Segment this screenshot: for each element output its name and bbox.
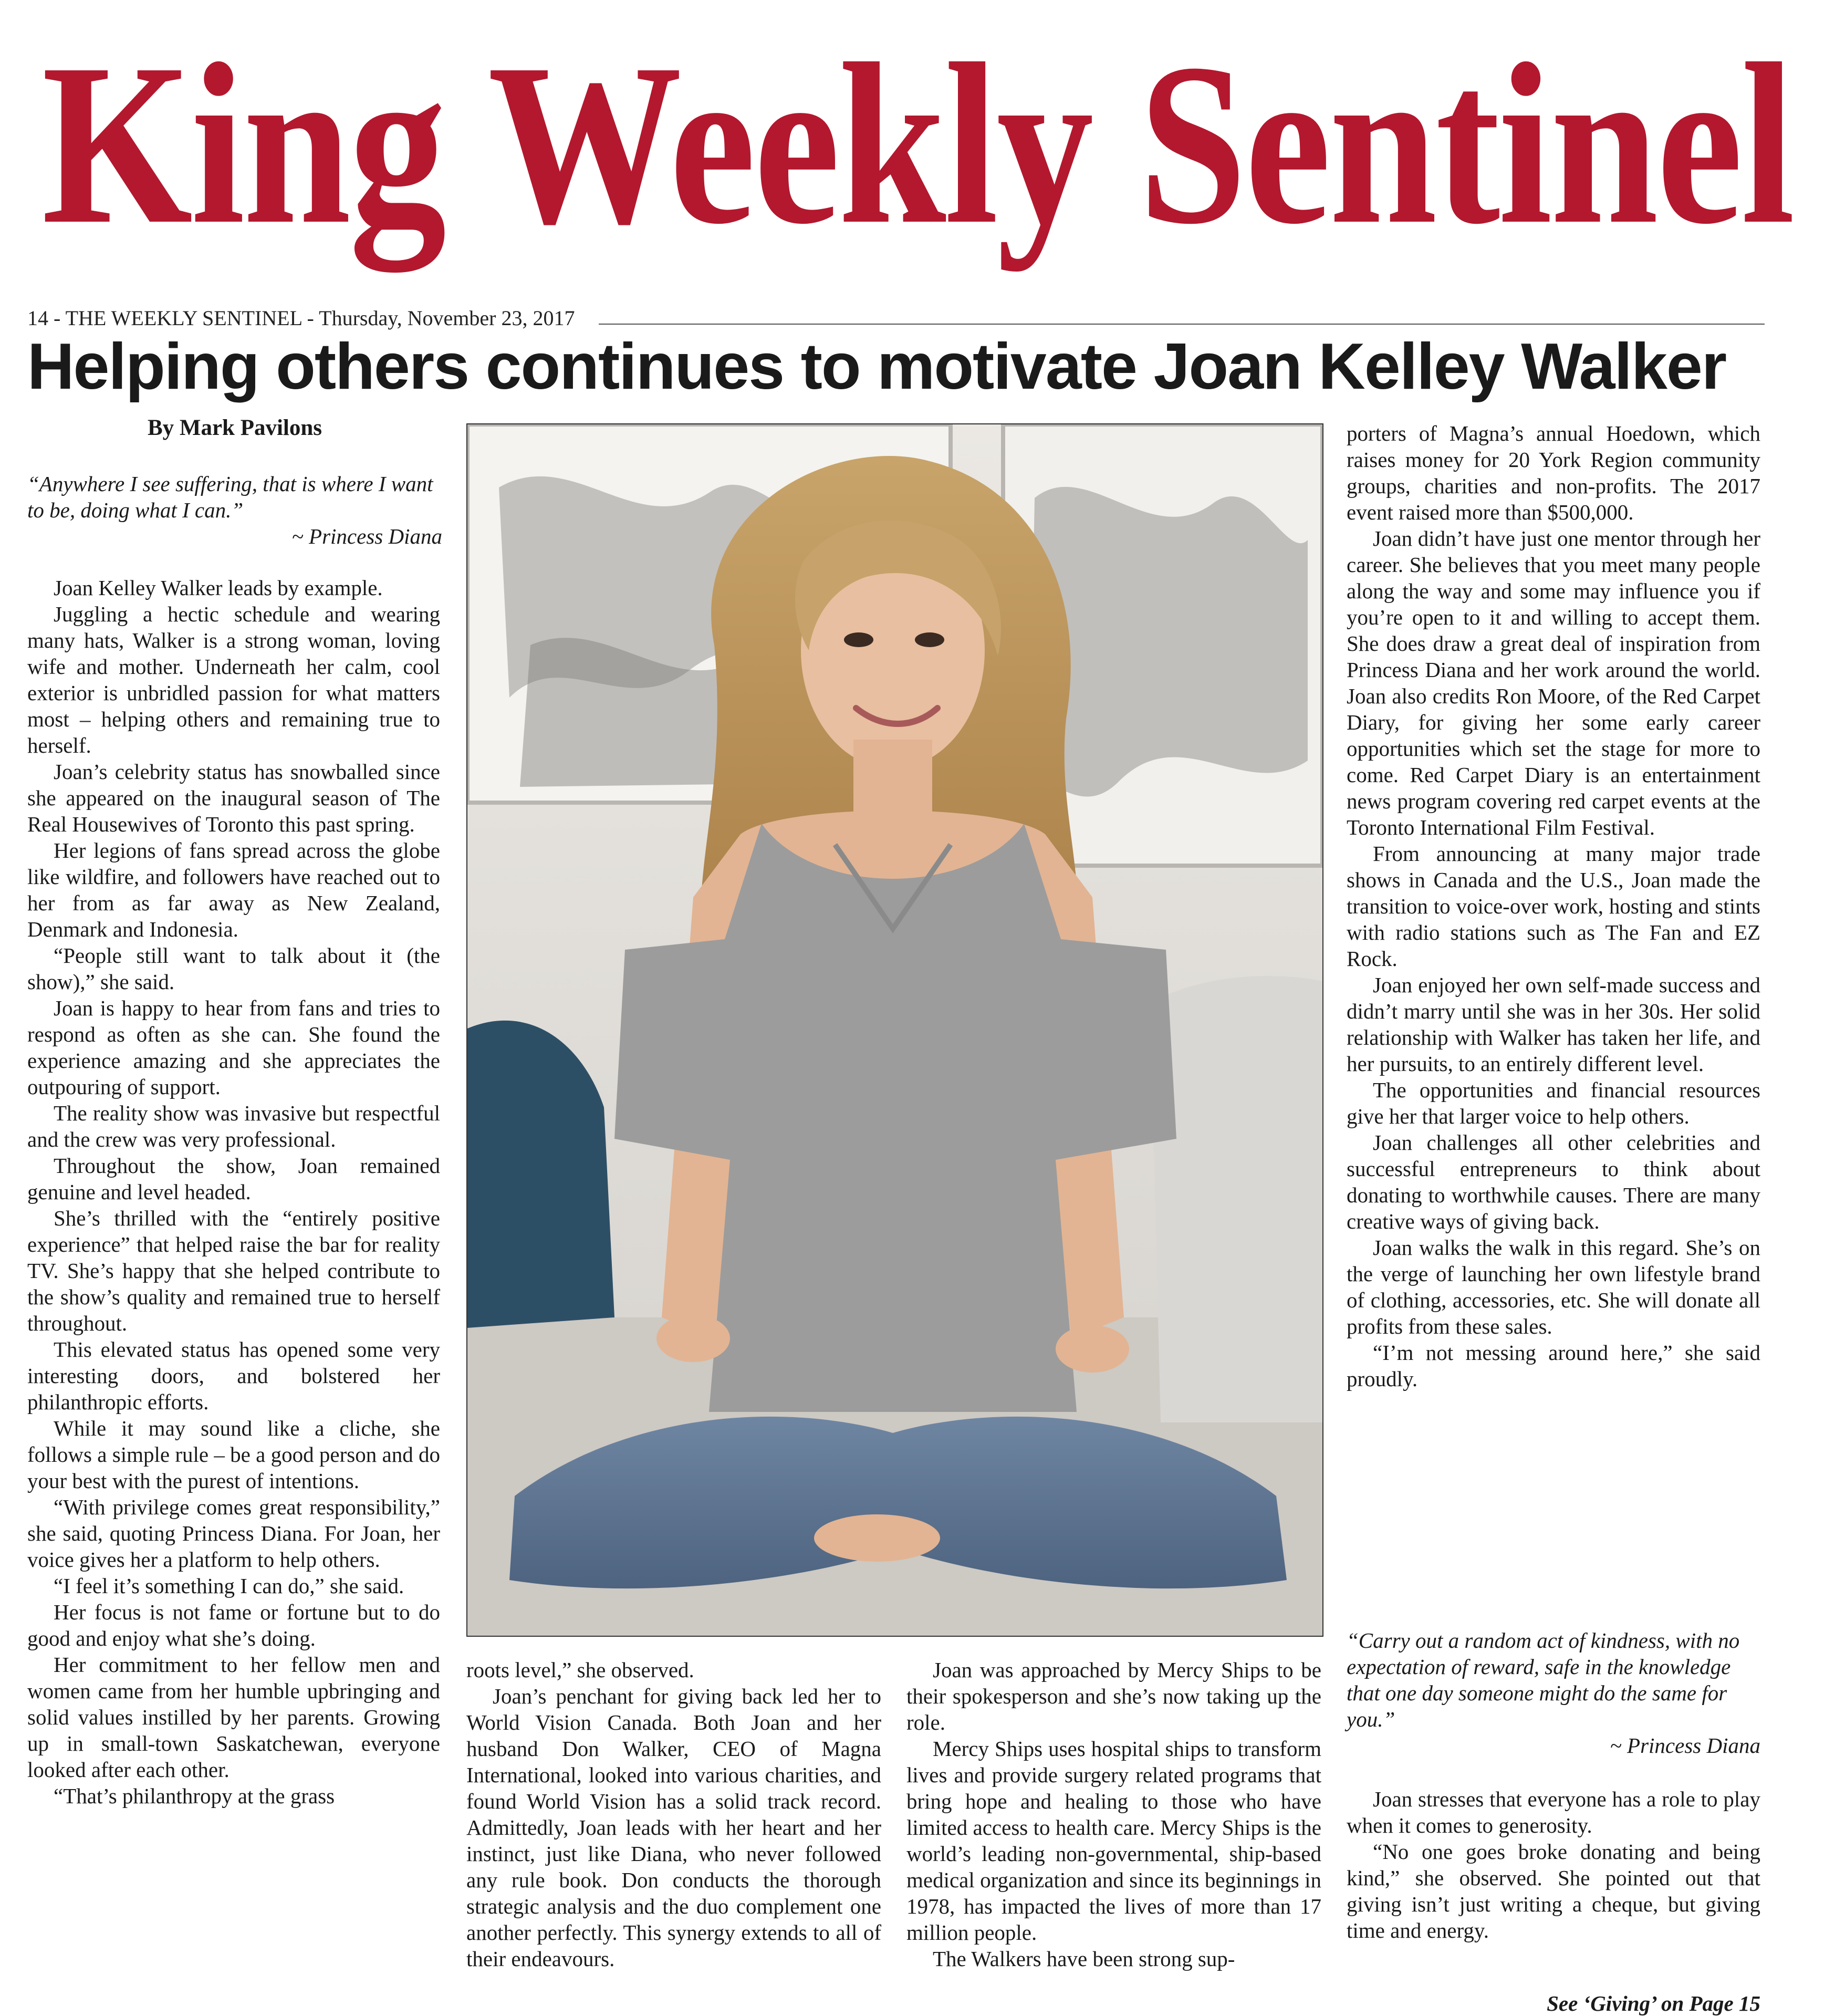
paragraph: Her commitment to her fellow men and women came from her humble upbringing and solid values instilled by her parents. Growing up in small-town Saskatchewan, everyone looked after each other. — [27, 1653, 440, 1782]
article-photo — [466, 423, 1323, 1637]
paragraph: “No one goes broke donating and being kind,” she observed. She pointed out that giving isn’t just writing a cheque, but giving time and energy. — [1347, 1840, 1760, 1942]
paragraph: Joan was approached by Mercy Ships to be their spokesperson and she’s now taking up the role. — [906, 1658, 1321, 1734]
paragraph: porters of Magna’s annual Hoedown, which raises money for 20 York Region community groups, charities and non-profits. The 2017 event raised more than $500,000. — [1347, 421, 1760, 524]
paragraph: Her focus is not fame or fortune but to do good and enjoy what she’s doing. — [27, 1600, 440, 1650]
continuation-jump[interactable]: See ‘Giving’ on Page 15 — [1547, 1991, 1760, 2015]
article-column-4-continued — [1347, 1786, 1760, 1944]
paragraph: Juggling a hectic schedule and wearing many hats, Walker is a strong woman, loving wife and mother. Underneath her calm, cool exterior is unbridled passion for what matters most – helping others and remaining true to herself. — [27, 602, 440, 757]
paragraph: The reality show was invasive but respectful and the crew was very professional. — [27, 1101, 440, 1151]
paragraph: Joan Kelley Walker leads by example. — [54, 576, 383, 600]
paragraph: “That’s philanthropy at the grass — [54, 1784, 335, 1808]
paragraph: Joan enjoyed her own self-made success and didn’t marry until she was in her 30s. Her solid relationship with Walker has taken her life, and her pursuits, to an entirely different level. — [1347, 973, 1760, 1076]
headline: Helping others continues to motivate Joan Kelley Walker — [27, 330, 1726, 403]
paragraph: The opportunities and financial resources give her that larger voice to help others. — [1347, 1078, 1760, 1128]
article-column-1 — [27, 575, 440, 1809]
article-column-2 — [466, 1657, 881, 1972]
closing-quote — [1347, 1627, 1760, 1759]
article-column-3 — [906, 1657, 1321, 1972]
paragraph: roots level,” she observed. — [466, 1658, 694, 1682]
folio-line: 14 - THE WEEKLY SENTINEL - Thursday, November 23, 2017 — [27, 306, 575, 330]
paragraph: This elevated status has opened some very interesting doors, and bolstered her philanthropic efforts. — [27, 1337, 440, 1414]
paragraph: Mercy Ships uses hospital ships to transform lives and provide surgery related programs that bring hope and healing to those who have limited access to health care. Mercy Ships is the world’s leading non-governmental, ship-based medical organization and since its beginnings in 1978, has impacted the lives of more than 17 million people. — [906, 1737, 1321, 1945]
article-column-4 — [1347, 420, 1760, 1392]
opening-quote-attribution: ~ Princess Diana — [291, 524, 442, 548]
paragraph: “I feel it’s something I can do,” she said. — [54, 1574, 404, 1598]
paragraph: From announcing at many major trade shows in Canada and the U.S., Joan made the transition to voice-over work, hosting and stints with radio stations such as The Fan and EZ Rock. — [1347, 841, 1760, 971]
paragraph: The Walkers have been strong sup- — [933, 1947, 1235, 1971]
portrait-illustration — [467, 424, 1322, 1636]
paragraph: She’s thrilled with the “entirely positive experience” that helped raise the bar for reality TV. She’s happy that she helped contribute to the show’s quality and remained true to herself throughout. — [27, 1206, 440, 1335]
paragraph: While it may sound like a cliche, she follows a simple rule – be a good person and do your best with the purest of intentions. — [27, 1416, 440, 1493]
paragraph: Joan walks the walk in this regard. She’s on the verge of launching her own lifestyle brand of clothing, accessories, etc. She will donate all profits from these sales. — [1347, 1235, 1760, 1338]
paragraph: “People still want to talk about it (the show),” she said. — [27, 943, 440, 994]
byline: By Mark Pavilons — [147, 415, 322, 440]
closing-quote-text: “Carry out a random act of kindness, with no expectation of reward, safe in the knowledge that one day someone might do the same for you.” — [1347, 1628, 1740, 1731]
paragraph: Joan didn’t have just one mentor through her career. She believes that you meet many people along the way and some may influence you if you’re open to it and willing to accept them. She does draw a great deal of inspiration from Princess Diana and her work around the world. Joan also credits Ron Moore, of the Red Carpet Diary, for giving her some early career opportunities which set the stage for more to come. Red Carpet Diary is an entertainment news program covering red carpet events at the Toronto International Film Festival. — [1347, 526, 1760, 839]
paragraph: “With privilege comes great responsibility,” she said, quoting Princess Diana. For Joan, her voice gives her a platform to help others. — [27, 1495, 440, 1572]
paragraph: Joan’s penchant for giving back led her to World Vision Canada. Both Joan and her husband Don Walker, CEO of Magna International, looked into various charities, and found World Vision has a solid track record. Admittedly, Joan leads with her heart and her instinct, just like Diana, who never followed any rule book. Don conducts the thorough strategic analysis and the duo complement one another perfectly. This synergy extends to all of their endeavours. — [466, 1684, 881, 1971]
paragraph: Joan stresses that everyone has a role to play when it comes to generosity. — [1347, 1787, 1760, 1837]
masthead-title: King Weekly Sentinel — [41, 16, 1794, 272]
paragraph: Throughout the show, Joan remained genuine and level headed. — [27, 1154, 440, 1204]
opening-quote-text: “Anywhere I see suffering, that is where I want to be, doing what I can.” — [27, 472, 433, 522]
paragraph: Joan is happy to hear from fans and tries to respond as often as she can. She found the experience amazing and she appreciates the outpouring of support. — [27, 996, 440, 1099]
paragraph: Joan’s celebrity status has snowballed since she appeared on the inaugural season of The Real Housewives of Toronto this past spring. — [27, 760, 440, 836]
closing-quote-attribution: ~ Princess Diana — [1610, 1733, 1760, 1758]
opening-quote — [27, 471, 442, 549]
paragraph: Joan challenges all other celebrities and successful entrepreneurs to think about donating to worthwhile causes. There are many creative ways of giving back. — [1347, 1130, 1760, 1233]
paragraph: “I’m not messing around here,” she said proudly. — [1347, 1340, 1760, 1391]
paragraph: Her legions of fans spread across the globe like wildfire, and followers have reached out to her from as far away as New Zealand, Denmark and Indonesia. — [27, 838, 440, 941]
